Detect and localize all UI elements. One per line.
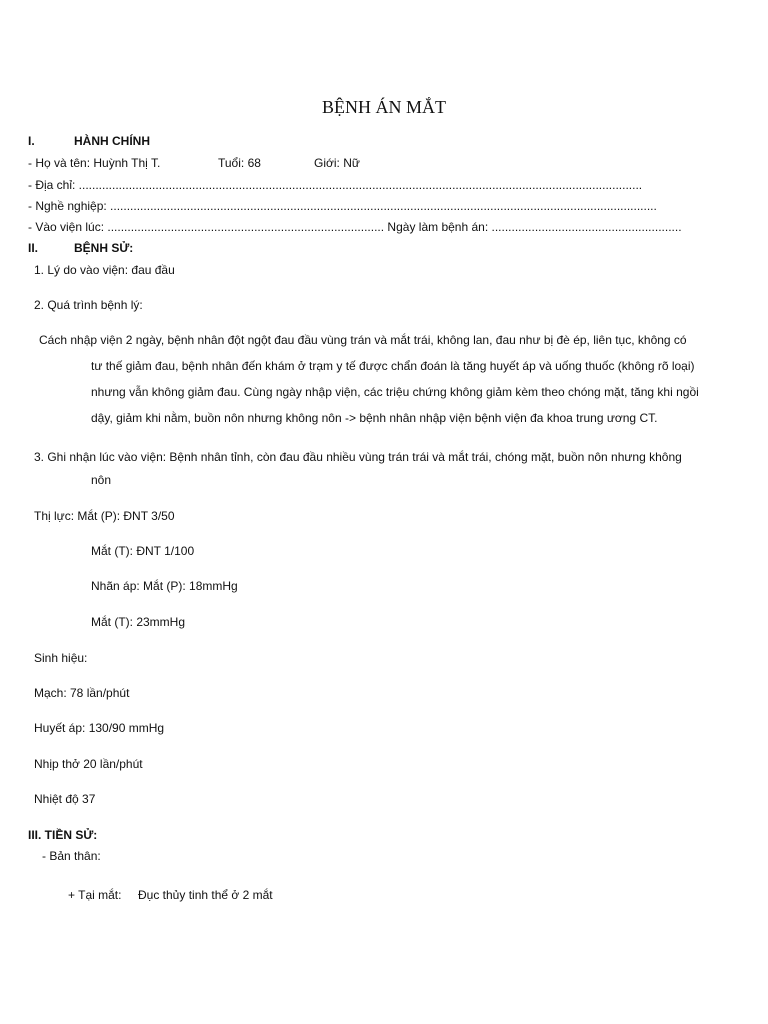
personal-history-label: - Bản thân:	[42, 849, 101, 863]
eye-history-value: Đục thủy tinh thể ở 2 mắt	[138, 888, 273, 902]
iop-right: Nhãn áp: Mắt (P): 18mmHg	[91, 579, 238, 593]
eye-history-label: + Tại mắt:	[68, 888, 122, 902]
section-number-1: I.	[28, 134, 35, 148]
visual-acuity-right: Thị lực: Mắt (P): ĐNT 3/50	[34, 509, 175, 523]
admission-reason: 1. Lý do vào viện: đau đầu	[34, 263, 175, 277]
vitals-respiration: Nhịp thở 20 lần/phút	[34, 757, 143, 771]
vitals-heading: Sinh hiệu:	[34, 651, 88, 665]
admission-note-line: nôn	[91, 473, 112, 487]
iop-left: Mắt (T): 23mmHg	[91, 615, 186, 629]
patient-age: Tuổi: 68	[218, 156, 261, 170]
admission-time-field: - Vào viện lúc: ................................................................................... Ngày làm bệnh án: .........................................................	[28, 220, 682, 234]
process-line: Cách nhập viện 2 ngày, bệnh nhân đột ngột đau đầu vùng trán và mắt trái, không lan, đau như bị đè ép, liên tục, không có	[39, 333, 687, 347]
document-title: BỆNH ÁN MẮT	[322, 97, 446, 117]
patient-gender: Giới: Nữ	[314, 156, 360, 170]
address-field: - Địa chỉ: .........................................................................................................................................................................	[28, 178, 643, 192]
occupation-field: - Nghề nghiệp: ....................................................................................................................................................................	[28, 199, 657, 213]
vitals-temperature: Nhiệt độ 37	[34, 792, 96, 806]
admission-note-line: 3. Ghi nhận lúc vào viện: Bệnh nhân tỉnh, còn đau đầu nhiều vùng trán trái và mắt trái, chóng mặt, buồn nôn nhưng không	[34, 450, 682, 464]
patient-name: - Họ và tên: Huỳnh Thị T.	[28, 156, 161, 170]
vitals-pulse: Mạch: 78 lần/phút	[34, 686, 130, 700]
process-line: tư thế giảm đau, bệnh nhân đến khám ở trạm y tế được chẩn đoán là tăng huyết áp và uống thuốc (không rõ loại)	[91, 359, 695, 373]
process-line: nhưng vẫn không giảm đau. Cùng ngày nhập viện, các triệu chứng không giảm kèm theo chóng mặt, tăng khi ngồi	[91, 385, 699, 399]
section-heading-admin: HÀNH CHÍNH	[74, 134, 150, 148]
visual-acuity-left: Mắt (T): ĐNT 1/100	[91, 544, 195, 558]
section-number-2: II.	[28, 241, 39, 255]
process-heading: 2. Quá trình bệnh lý:	[34, 298, 143, 312]
process-line: dậy, giảm khi nằm, buồn nôn nhưng không nôn -> bệnh nhân nhập viện bệnh viện đa khoa trung ương CT.	[91, 411, 658, 425]
section-heading-past-history: III. TIỀN SỬ:	[28, 828, 98, 842]
vitals-blood-pressure: Huyết áp: 130/90 mmHg	[34, 721, 165, 735]
section-heading-history: BỆNH SỬ:	[74, 241, 134, 255]
